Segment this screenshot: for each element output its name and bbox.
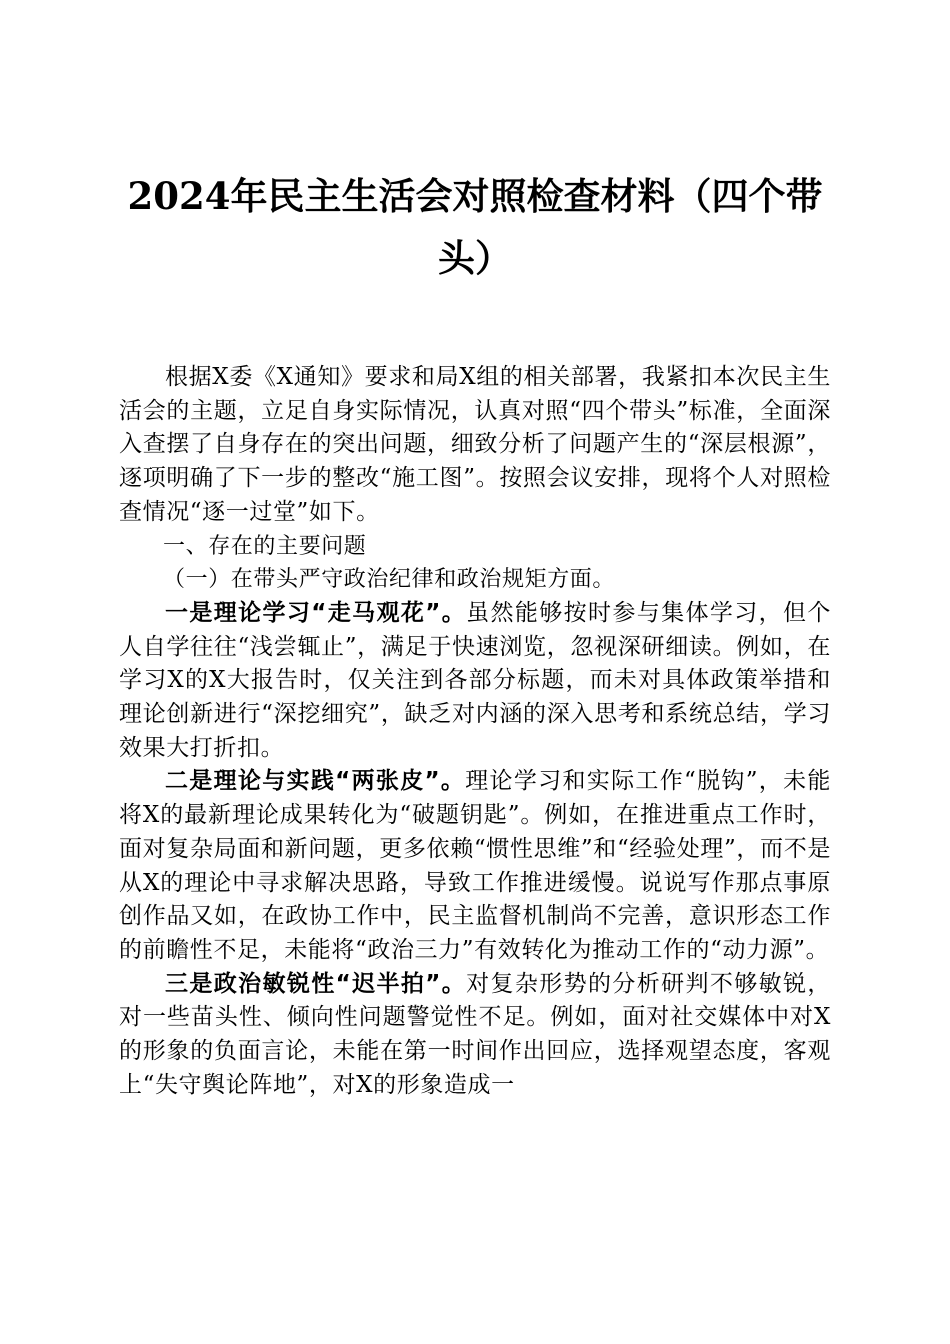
title-line-2: 头） <box>438 236 512 280</box>
document-title <box>120 165 830 289</box>
item-paragraph-3 <box>119 968 831 1103</box>
item-text-3: 对复杂形势的分析研判不够敏锐，对一些苗头性、倾向性问题警觉性不足。例如，面对社交媒体中对X的形象的负面言论，未能在第一时间作出回应，选择观望态度，客观上“失守舆论阵地”，对X的形象造成一 <box>119 970 831 1098</box>
item-text-2: 理论学习和实际工作“脱钩”，未能将X的最新理论成果转化为“破题钥匙”。例如，在推进重点工作时，面对复杂局面和新问题，更多依赖“惯性思维”和“经验处理”，而不是从X的理论中寻求解决思路，导致工作推进缓慢。说说写作那点事原创作品又如，在政协工作中，民主监督机制尚不完善，意识形态工作的前瞻性不足，未能将“政治三力”有效转化为推动工作的“动力源”。 <box>119 768 831 963</box>
item-lead-3: 三是政治敏锐性“迟半拍”。 <box>165 970 467 997</box>
title-line-1: 2024年民主生活会对照检查材料（四个带 <box>127 174 823 218</box>
document-body <box>119 361 831 1102</box>
item-text-1: 虽然能够按时参与集体学习，但个人自学往往“浅尝辄止”，满足于快速浏览，忽视深研细读。例如，在学习X的X大报告时，仅关注到各部分标题，而未对具体政策举措和理论创新进行“深挖细究”，缺乏对内涵的深入思考和系统总结，学习效果大打折扣。 <box>119 599 831 761</box>
section-heading: 一、存在的主要问题 <box>163 533 367 559</box>
item-lead-1: 一是理论学习“走马观花”。 <box>165 599 467 626</box>
subsection-heading: （一）在带头严守政治纪律和政治规矩方面。 <box>163 567 616 593</box>
item-paragraph-2 <box>119 765 831 967</box>
item-paragraph-1 <box>119 597 831 766</box>
item-lead-2: 二是理论与实践“两张皮”。 <box>165 768 466 795</box>
intro-paragraph: 根据X委《X通知》要求和局X组的相关部署，我紧扣本次民主生活会的主题，立足自身实际情况，认真对照“四个带头”标准，全面深入查摆了自身存在的突出问题，细致分析了问题产生的“深层根源”，逐项明确了下一步的整改“施工图”。按照会议安排，现将个人对照检查情况“逐一过堂”如下。 <box>119 364 831 525</box>
